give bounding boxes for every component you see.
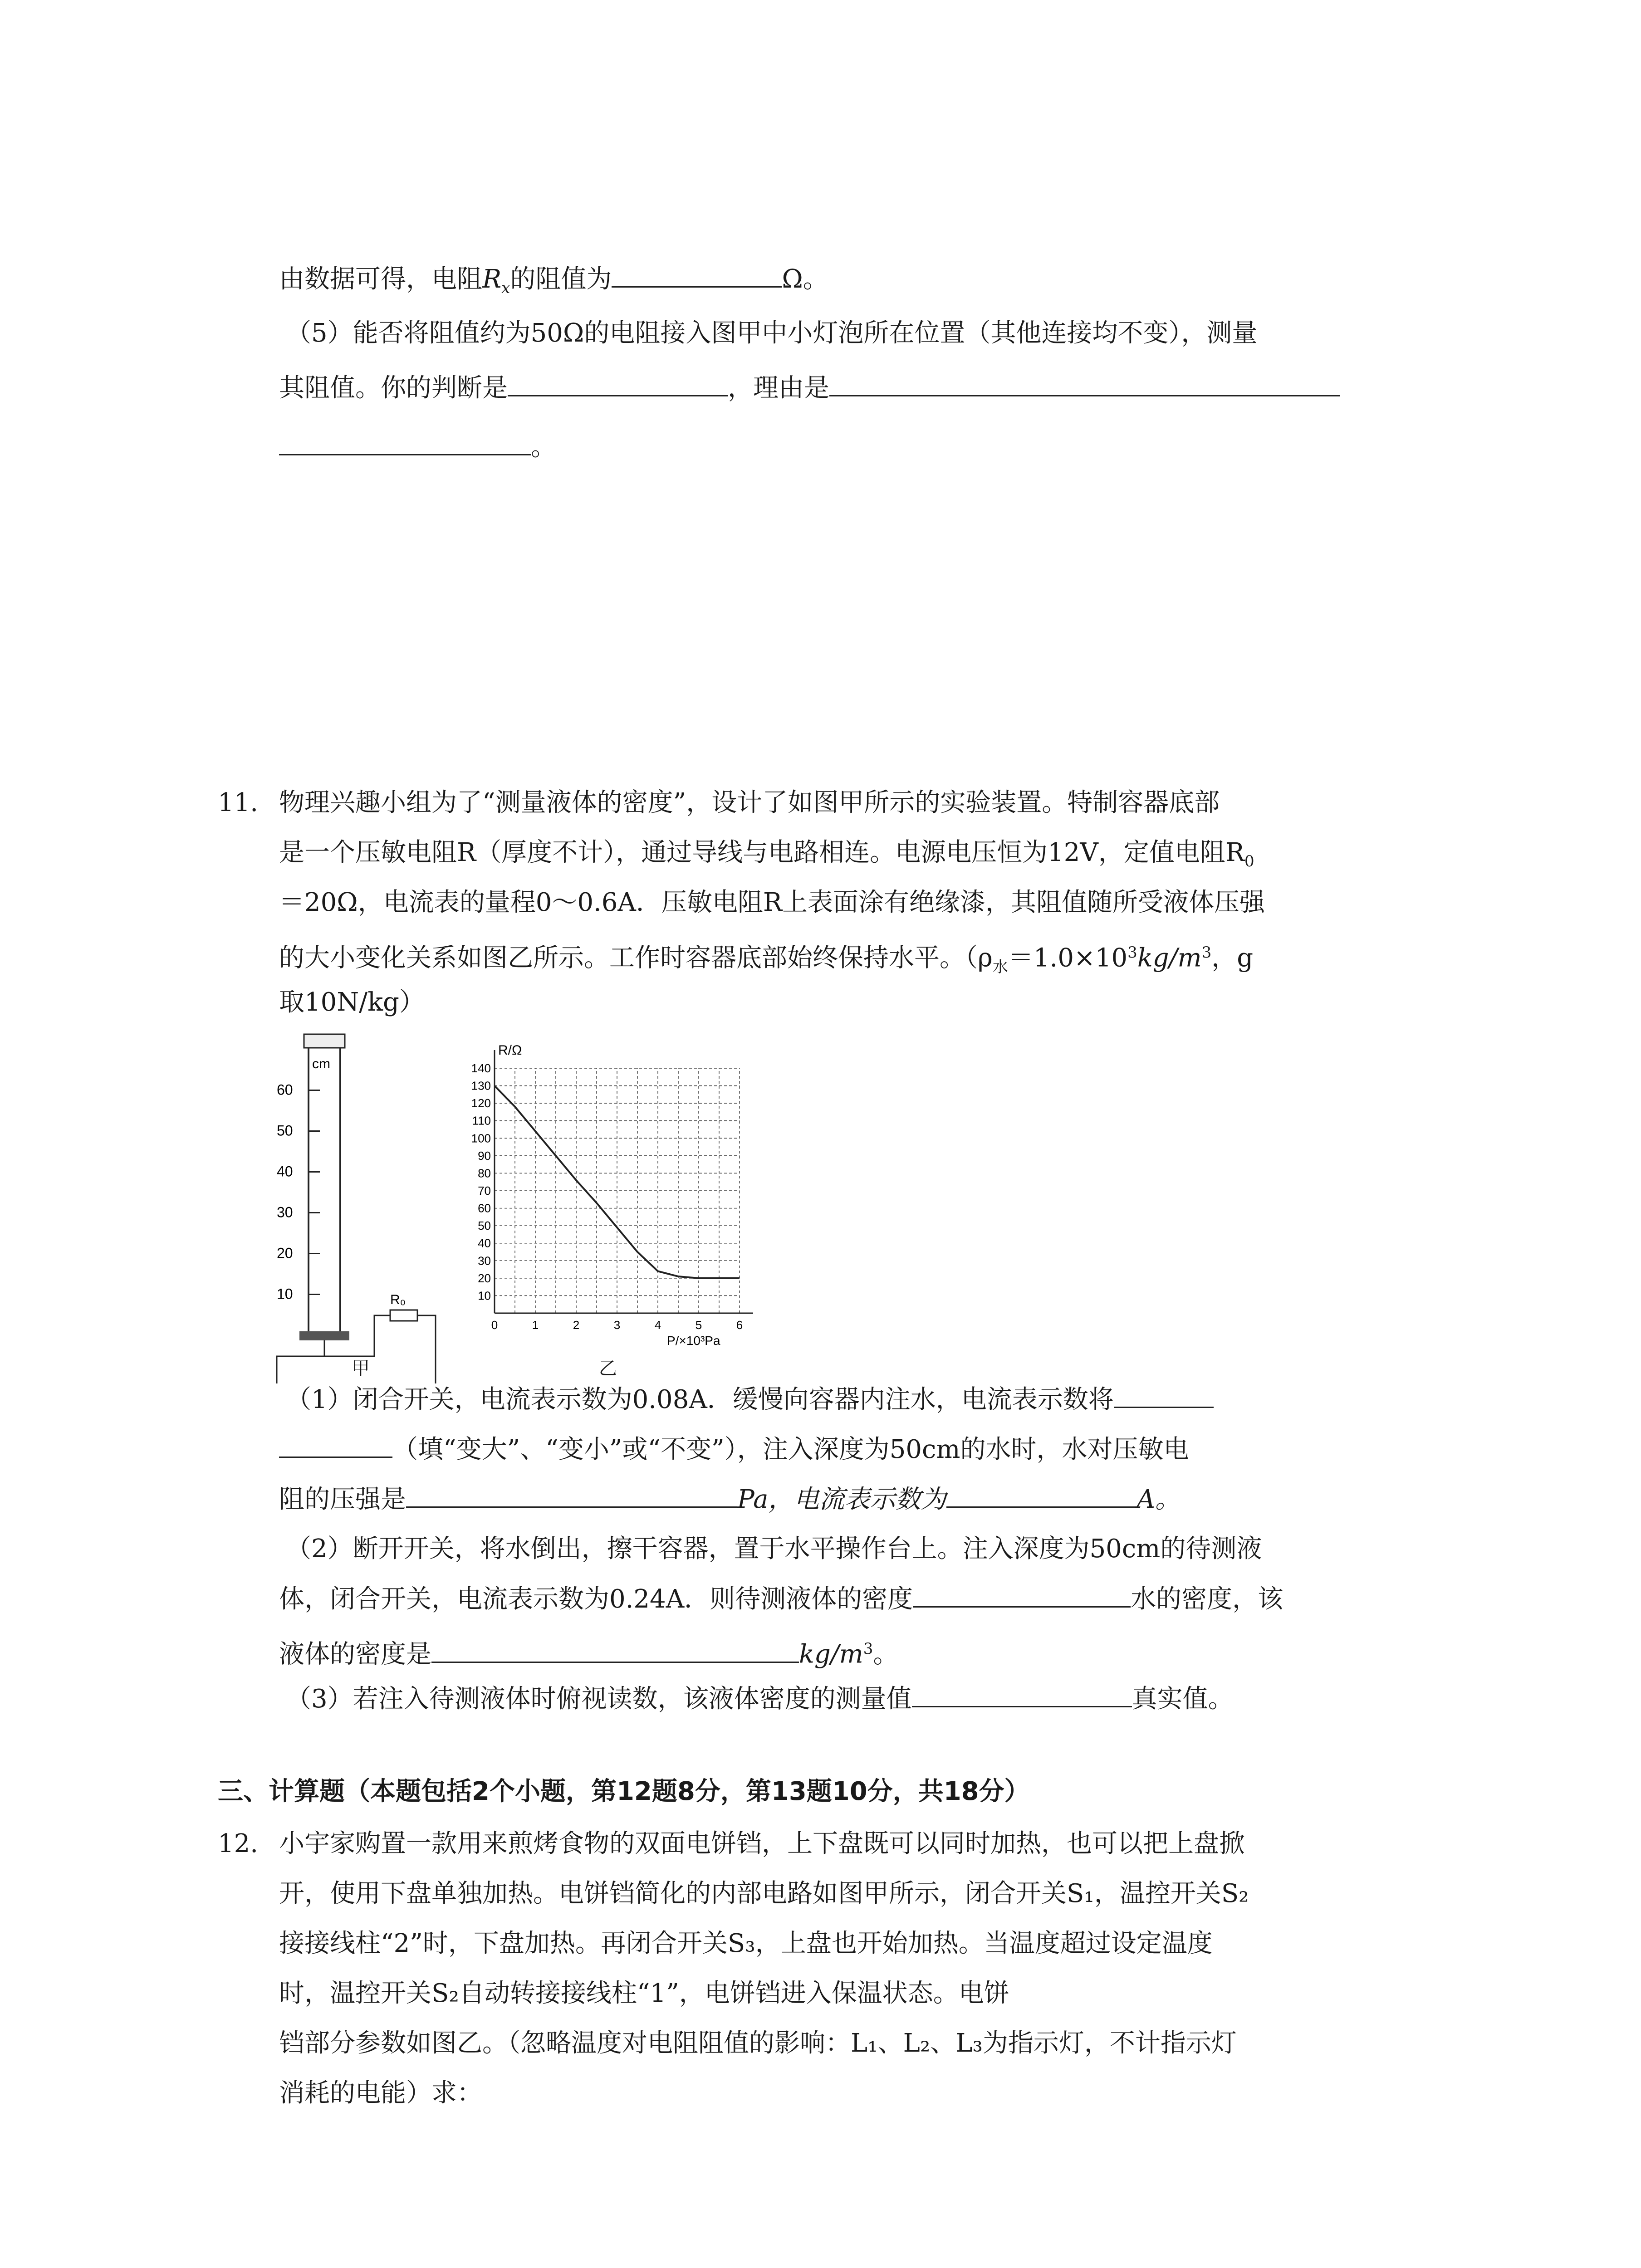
q12-line1: 小宇家购置一款用来煎烤食物的双面电饼铛，上下盘既可以同时加热，也可以把上盘掀	[279, 1829, 1244, 1858]
y-tick-label: 30	[478, 1254, 491, 1268]
text: Ω。	[782, 264, 828, 294]
q11-p3-line1	[286, 1681, 1234, 1717]
q11-pressure-blank[interactable]	[406, 1481, 737, 1508]
cylinder-scale	[277, 1082, 320, 1302]
superscript: 3	[1127, 943, 1137, 962]
y-tick-label: 140	[471, 1061, 491, 1075]
resistor-label: R₀	[390, 1292, 406, 1307]
cylinder-base	[299, 1331, 349, 1340]
y-tick-label: 10	[478, 1289, 491, 1303]
q5-line2	[279, 370, 1340, 406]
q12-line6: 消耗的电能）求：	[279, 2078, 482, 2108]
x-tick-label: 4	[654, 1318, 661, 1332]
y-tick-label: 40	[478, 1236, 491, 1250]
cylinder-unit: cm	[312, 1056, 330, 1071]
cylinder-tick-label: 30	[277, 1204, 293, 1221]
q5-judgement-blank[interactable]	[508, 370, 728, 396]
figure-jia-label: 甲	[352, 1358, 370, 1379]
q11-number: 11.	[218, 788, 259, 817]
text: 。	[873, 1639, 899, 1669]
figure-yi-label: 乙	[599, 1358, 617, 1379]
text: 水的密度，该	[1131, 1584, 1283, 1614]
y-axis-label: R/Ω	[498, 1043, 522, 1058]
q11-p1-line1	[286, 1381, 1214, 1418]
cylinder-rim	[304, 1034, 345, 1048]
figure-jia	[268, 1030, 458, 1383]
q11-density-compare-blank[interactable]	[913, 1581, 1131, 1608]
y-tick-label: 70	[478, 1184, 491, 1198]
section-3-heading: 三、计算题（本题包括2个小题，第12题8分，第13题10分，共18分）	[218, 1777, 1030, 1806]
q11-p2-line2	[279, 1581, 1283, 1618]
subscript: 水	[992, 958, 1008, 976]
text: 其阻值。你的判断是	[279, 373, 508, 403]
superscript: 3	[1201, 943, 1212, 962]
q5-line3	[279, 429, 556, 465]
superscript: 3	[863, 1640, 873, 1658]
q11-p1-blank1-cont[interactable]	[279, 1431, 392, 1458]
cylinder-tick-label: 40	[277, 1163, 293, 1180]
text: 的大小变化关系如图乙所示。工作时容器底部始终保持水平。（ρ	[279, 943, 993, 973]
text: ，g	[1211, 943, 1254, 973]
q11-current-blank[interactable]	[946, 1481, 1137, 1508]
q12-number: 12.	[218, 1829, 259, 1858]
text: （填“变大”、“变小”或“不变”），注入深度为50cm的水时，水对压敏电	[392, 1435, 1189, 1464]
q11-p2-line1: （2）断开开关，将水倒出，擦干容器，置于水平操作台上。注入深度为50cm的待测液	[286, 1534, 1262, 1564]
y-tick-label: 100	[471, 1131, 491, 1145]
q5-line1: （5）能否将阻值约为50Ω的电阻接入图甲中小灯泡所在位置（其他连接均不变），测量	[286, 318, 1258, 348]
q5-reason-blank-cont[interactable]	[279, 429, 531, 455]
text: ＝1.0×10	[1008, 943, 1128, 973]
text: kg/m	[799, 1639, 863, 1669]
q11-measure-compare-blank[interactable]	[912, 1681, 1132, 1707]
unit: kg/m	[1137, 943, 1202, 973]
text: 阻的压强是	[279, 1485, 406, 1514]
q11-p1-line2	[279, 1431, 1189, 1468]
y-tick-label: 80	[478, 1166, 491, 1180]
q11-line1: 物理兴趣小组为了“测量液体的密度”，设计了如图甲所示的实验装置。特制容器底部	[279, 788, 1220, 817]
cylinder-tick-label: 50	[277, 1122, 293, 1139]
cylinder-tick-label: 10	[277, 1286, 293, 1302]
y-tick-label: 20	[478, 1271, 491, 1285]
q12-line3: 接接线柱“2”时，下盘加热。再闭合开关S₃，上盘也开始加热。当温度超过设定温度	[279, 1929, 1213, 1958]
text: 由数据可得，电阻	[279, 264, 482, 294]
q12-line2: 开，使用下盘单独加热。电饼铛简化的内部电路如图甲所示，闭合开关S₁，温控开关S₂	[279, 1879, 1249, 1908]
y-tick-label: 120	[471, 1096, 491, 1110]
q11-line4	[279, 934, 1253, 985]
y-tick-label: 90	[478, 1149, 491, 1163]
cylinder-body	[309, 1039, 340, 1334]
subscript-x: x	[501, 279, 510, 298]
cylinder-tick-label: 20	[277, 1245, 293, 1261]
text: （1）闭合开关，电流表示数为0.08A．缓慢向容器内注水，电流表示数将	[286, 1385, 1114, 1414]
rx-answer-blank[interactable]	[612, 261, 782, 288]
subscript: 0	[1244, 852, 1254, 871]
y-tick-label: 110	[472, 1114, 491, 1128]
x-tick-label: 3	[613, 1318, 621, 1332]
text: 。	[531, 432, 556, 462]
text: Pa，电流表示数为	[737, 1485, 946, 1514]
resistor-icon	[390, 1310, 417, 1321]
x-tick-label: 6	[736, 1318, 743, 1332]
q12-line4: 时，温控开关S₂自动转接接线柱“1”，电饼铛进入保温状态。电饼	[279, 1979, 1009, 2008]
q11-density-blank[interactable]	[431, 1636, 799, 1663]
text: 的阻值为	[510, 264, 612, 294]
text: ，理由是	[728, 373, 829, 403]
y-tick-label: 60	[478, 1201, 491, 1215]
text: 液体的密度是	[279, 1639, 431, 1669]
q5-reason-blank[interactable]	[829, 370, 1340, 396]
x-axis-ticks	[491, 1318, 743, 1332]
chart-grid	[495, 1068, 740, 1313]
q11-p2-line3	[279, 1631, 898, 1673]
q11-line2	[279, 835, 1254, 880]
text: 是一个压敏电阻R（厚度不计），通过导线与电路相连。电源电压恒为12V，定值电阻R	[279, 838, 1245, 867]
q12-line5: 铛部分参数如图乙。（忽略温度对电阻阻值的影响：L₁、L₂、L₃为指示灯，不计指示灯	[279, 2028, 1237, 2058]
x-tick-label: 5	[695, 1318, 702, 1332]
text: （3）若注入待测液体时俯视读数，该液体密度的测量值	[286, 1684, 912, 1714]
q11-p1-blank1[interactable]	[1114, 1381, 1214, 1408]
text: 真实值。	[1132, 1684, 1234, 1714]
x-tick-label: 0	[491, 1318, 498, 1332]
x-tick-label: 2	[573, 1318, 580, 1332]
y-tick-label: 50	[478, 1219, 491, 1233]
q11-line5: 取10N/kg）	[279, 987, 425, 1017]
x-tick-label: 1	[532, 1318, 539, 1332]
cylinder-tick-label: 60	[277, 1081, 293, 1098]
symbol-r: R	[482, 264, 502, 294]
x-axis-label: P/×10³Pa	[667, 1334, 720, 1348]
y-tick-label: 130	[471, 1079, 491, 1093]
rx-result-line	[279, 261, 828, 306]
q11-line3: ＝20Ω，电流表的量程0～0.6A．压敏电阻R上表面涂有绝缘漆，其阻值随所受液体压强	[279, 888, 1265, 917]
q11-p1-line3	[279, 1481, 1181, 1518]
text: A。	[1136, 1485, 1181, 1514]
text: 体，闭合开关，电流表示数为0.24A．则待测液体的密度	[279, 1584, 913, 1614]
y-axis-ticks	[471, 1061, 491, 1302]
figure-yi-chart	[467, 1041, 767, 1349]
